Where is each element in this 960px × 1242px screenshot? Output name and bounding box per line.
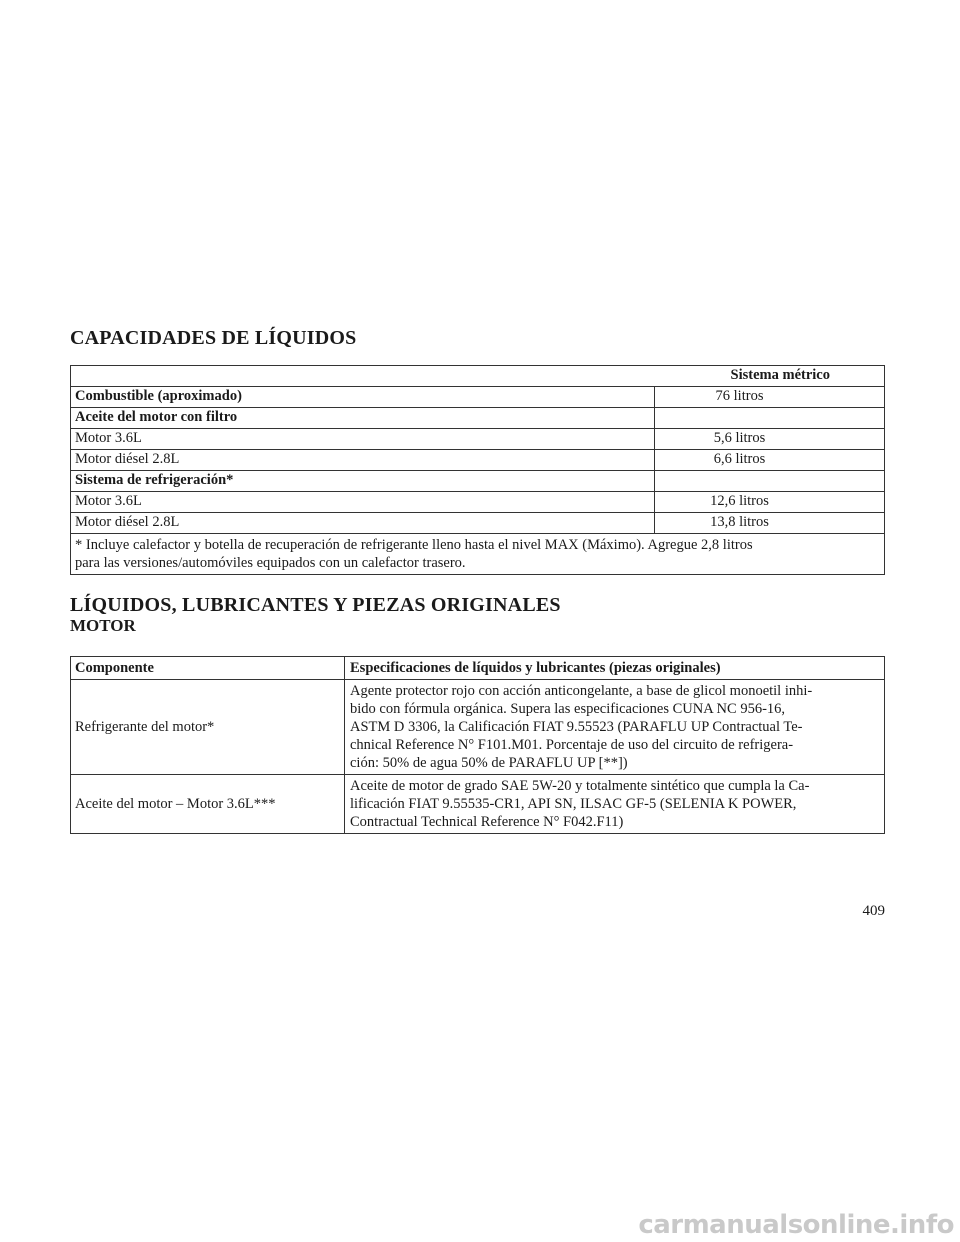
row-value [655, 408, 885, 429]
spec-line: chnical Reference N° F101.M01. Porcentaje de uso del circuito de refrigera- [350, 737, 794, 753]
row-label: Motor 3.6L [71, 429, 655, 450]
spec-line: Aceite de motor de grado SAE 5W-20 y totalmente sintético que cumpla la Ca- [350, 778, 810, 794]
footnote-line: * Incluye calefactor y botella de recuperación de refrigerante lleno hasta el nivel MAX (Máximo). Agregue 2,8 litros [75, 537, 753, 553]
spec-line: Agente protector rojo con acción anticongelante, a base de glicol monoetil inhi- [350, 683, 813, 699]
row-value: 76 litros [655, 387, 885, 408]
row-label: Motor 3.6L [71, 492, 655, 513]
watermark: carmanualsonline.info [638, 1210, 954, 1240]
section-subtitle-motor: MOTOR [70, 616, 136, 635]
row-label: Motor diésel 2.8L [71, 513, 655, 534]
table-row [71, 408, 885, 429]
row-value: 5,6 litros [655, 429, 885, 450]
table-row [71, 471, 885, 492]
page-number: 409 [862, 903, 885, 919]
section-title-capacidades: CAPACIDADES DE LÍQUIDOS [70, 327, 357, 349]
header-especificaciones: Especificaciones de líquidos y lubricantes (piezas originales) [345, 657, 885, 680]
header-componente: Componente [71, 657, 345, 680]
column-header-sistema-metrico: Sistema métrico [71, 366, 885, 387]
capacities-table [70, 365, 885, 575]
row-label: Combustible (aproximado) [71, 387, 655, 408]
spec-line: Contractual Technical Reference N° F042.F11) [350, 814, 624, 830]
row-label: Sistema de refrigeración* [71, 471, 655, 492]
spec-line: ción: 50% de agua 50% de PARAFLU UP [**]) [350, 755, 628, 771]
footnote-line: para las versiones/automóviles equipados con un calefactor trasero. [75, 555, 466, 571]
table-row [71, 680, 885, 775]
footnote [71, 534, 885, 575]
component-name: Refrigerante del motor* [71, 680, 345, 775]
row-label: Motor diésel 2.8L [71, 450, 655, 471]
table-row [71, 513, 885, 534]
row-label: Aceite del motor con filtro [71, 408, 655, 429]
table-row [71, 387, 885, 408]
row-value [655, 471, 885, 492]
row-value: 13,8 litros [655, 513, 885, 534]
table-row [71, 429, 885, 450]
component-name: Aceite del motor – Motor 3.6L*** [71, 775, 345, 834]
table-row [71, 450, 885, 471]
row-value: 6,6 litros [655, 450, 885, 471]
table-header-row [71, 366, 885, 387]
row-value: 12,6 litros [655, 492, 885, 513]
spec-line: lificación FIAT 9.55535-CR1, API SN, ILSAC GF-5 (SELENIA K POWER, [350, 796, 797, 812]
component-spec [345, 775, 885, 834]
footnote-row [71, 534, 885, 575]
specifications-table [70, 656, 885, 834]
section-title-liquidos: LÍQUIDOS, LUBRICANTES Y PIEZAS ORIGINALES [70, 594, 561, 616]
spec-line: ASTM D 3306, la Calificación FIAT 9.55523 (PARAFLU UP Contractual Te- [350, 719, 803, 735]
table-row [71, 775, 885, 834]
table-row [71, 492, 885, 513]
spec-line: bido con fórmula orgánica. Supera las especificaciones CUNA NC 956-16, [350, 701, 786, 717]
table-header-row [71, 657, 885, 680]
component-spec [345, 680, 885, 775]
